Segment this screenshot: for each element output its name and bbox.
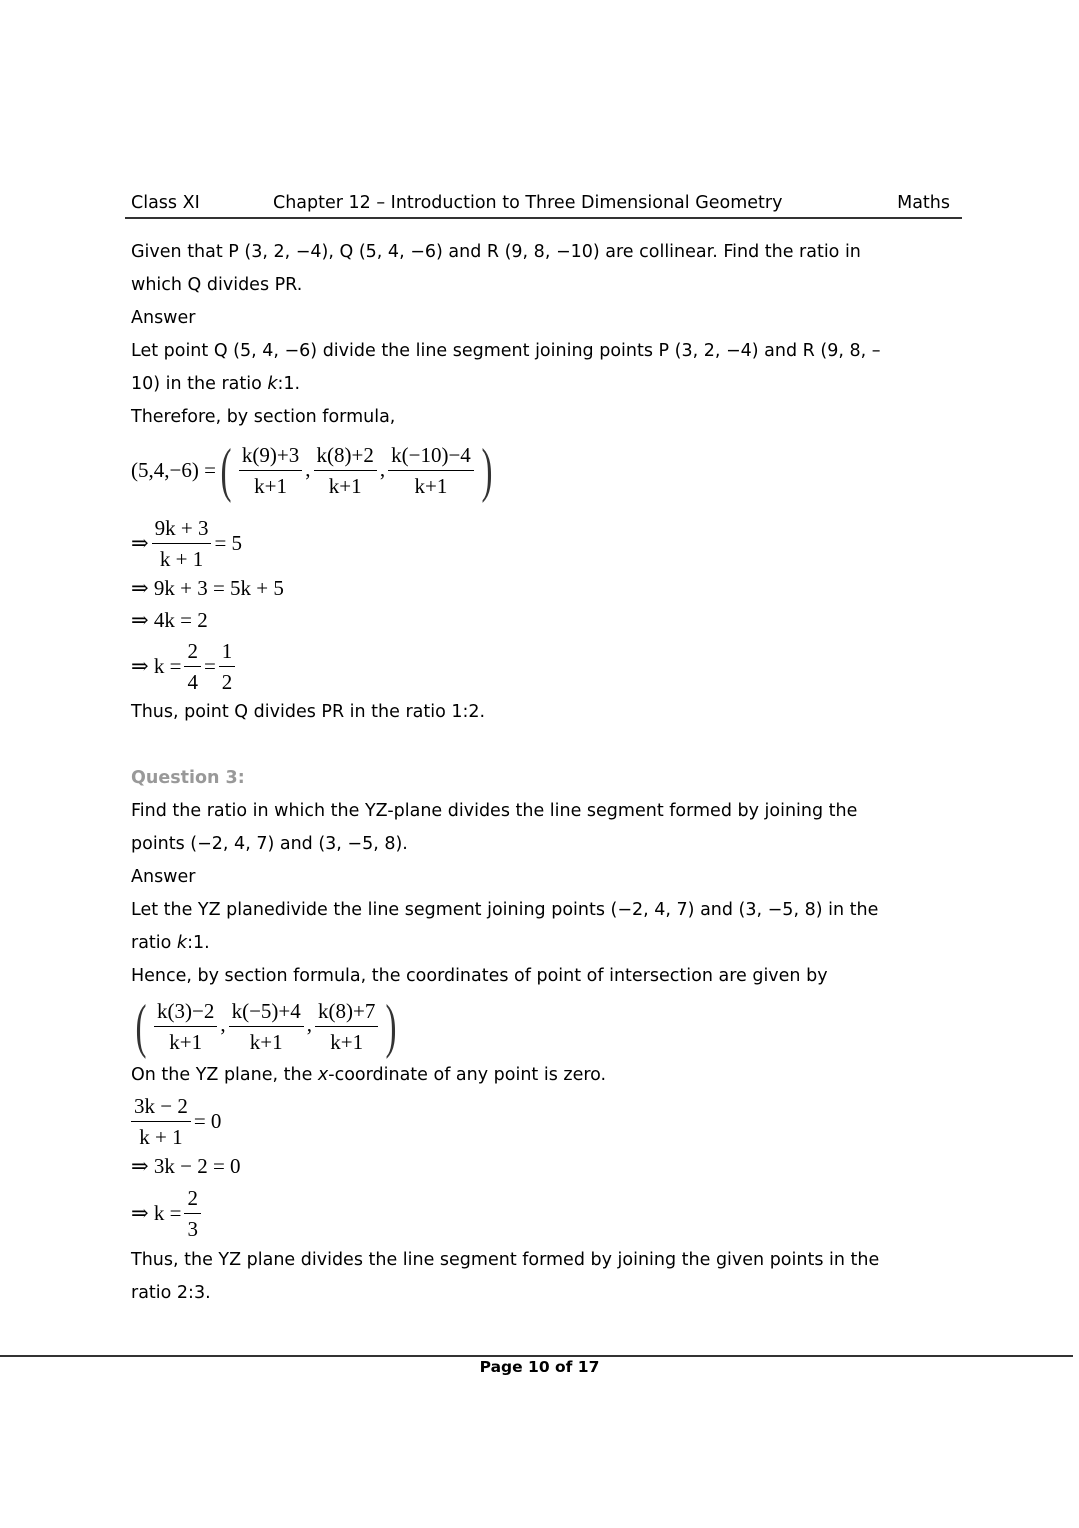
- denominator: k+1: [414, 473, 448, 498]
- equation-lhs: (5,4,−6) =: [131, 457, 216, 482]
- equation-rhs: = 5: [214, 530, 243, 555]
- comma: ,: [306, 1012, 313, 1036]
- numerator: k(8)+2: [314, 442, 377, 471]
- page-header: [125, 193, 962, 219]
- variable-k: k: [176, 933, 188, 953]
- numerator: 2: [184, 638, 201, 667]
- text: :1.: [277, 374, 301, 394]
- math-step: [131, 1182, 931, 1244]
- numerator: 1: [219, 638, 236, 667]
- denominator: k+1: [330, 1029, 364, 1054]
- left-paren: (: [135, 993, 147, 1059]
- page-content: [131, 236, 931, 1310]
- question-text: Given that P (3, 2, −4), Q (5, 4, −6) and R (9, 8, −10) are collinear. Find the ratio in: [131, 242, 861, 262]
- text: -coordinate of any point is zero.: [328, 1065, 607, 1085]
- variable-x: x: [317, 1065, 329, 1085]
- numerator: 9k + 3: [152, 515, 212, 544]
- denominator: 3: [187, 1216, 198, 1241]
- numerator: k(8)+7: [315, 998, 378, 1027]
- denominator: k+1: [254, 473, 288, 498]
- implies-icon: ⇒: [131, 530, 149, 555]
- denominator: k + 1: [159, 546, 204, 571]
- denominator: k+1: [249, 1029, 283, 1054]
- answer-text: [131, 1059, 931, 1092]
- answer-text: Let point Q (5, 4, −6) divide the line segment joining points P (3, 2, −4) and R (9, 8, –: [131, 341, 881, 361]
- math-step: [131, 514, 931, 572]
- math-step: [131, 1092, 931, 1150]
- fraction: [239, 442, 302, 499]
- comma: ,: [379, 457, 386, 481]
- right-paren: ): [385, 993, 397, 1059]
- text: On the YZ plane, the: [131, 1065, 318, 1085]
- fraction: [388, 442, 474, 499]
- right-paren: ): [481, 437, 493, 503]
- fraction: [184, 638, 201, 695]
- math-step: ⇒ 9k + 3 = 5k + 5: [131, 575, 284, 600]
- math-step: [131, 636, 931, 696]
- numerator: 2: [184, 1185, 201, 1214]
- denominator: k + 1: [139, 1124, 183, 1149]
- math-step: ⇒ 4k = 2: [131, 607, 208, 632]
- equals: =: [203, 653, 216, 678]
- denominator: 2: [221, 669, 233, 694]
- conclusion-text: ratio 2:3.: [131, 1283, 211, 1303]
- fraction: [229, 998, 304, 1055]
- equation-lhs: ⇒ k =: [131, 653, 182, 678]
- question-text: Find the ratio in which the YZ-plane divides the line segment formed by joining the: [131, 801, 858, 821]
- denominator: 4: [187, 669, 198, 694]
- denominator: k+1: [328, 473, 362, 498]
- answer-text: [131, 368, 931, 401]
- numerator: k(3)−2: [154, 998, 217, 1027]
- equation-lhs: ⇒ k =: [131, 1200, 182, 1225]
- numerator: 3k − 2: [131, 1093, 191, 1122]
- comma: ,: [220, 1012, 226, 1036]
- chapter-title: Chapter 12 – Introduction to Three Dimensional Geometry: [273, 193, 783, 213]
- math-step: ⇒ 3k − 2 = 0: [131, 1153, 241, 1178]
- fraction: [184, 1185, 201, 1242]
- numerator: k(9)+3: [239, 442, 302, 471]
- answer-label: Answer: [131, 308, 196, 328]
- page-number: Page 10 of 17: [479, 1358, 600, 1376]
- answer-text: [131, 927, 931, 960]
- conclusion-text: Thus, point Q divides PR in the ratio 1:2.: [131, 702, 486, 722]
- text: :1.: [187, 933, 210, 953]
- equation-rhs: = 0: [193, 1108, 222, 1133]
- text: 10) in the ratio: [131, 374, 268, 394]
- fraction: [154, 998, 217, 1055]
- answer-text: Hence, by section formula, the coordinates of point of intersection are given by: [131, 966, 828, 986]
- numerator: k(−5)+4: [229, 998, 304, 1027]
- subject-label: Maths: [897, 193, 950, 213]
- fraction: [314, 442, 377, 499]
- fraction: [152, 515, 212, 572]
- left-paren: (: [220, 437, 232, 503]
- fraction: [315, 998, 378, 1055]
- denominator: k+1: [169, 1029, 203, 1054]
- fraction: [219, 638, 236, 695]
- conclusion-text: Thus, the YZ plane divides the line segment formed by joining the given points in the: [131, 1250, 880, 1270]
- question-heading: Question 3:: [131, 768, 245, 788]
- answer-label: Answer: [131, 867, 196, 887]
- text: ratio: [131, 933, 177, 953]
- variable-k: k: [267, 374, 278, 394]
- fraction: [131, 1093, 191, 1150]
- answer-text: Let the YZ planedivide the line segment joining points (−2, 4, 7) and (3, −5, 8) in the: [131, 900, 879, 920]
- class-label: Class XI: [131, 193, 200, 213]
- intersection-coordinates-equation: [131, 993, 931, 1059]
- numerator: k(−10)−4: [388, 442, 474, 471]
- comma: ,: [305, 457, 311, 481]
- footer-divider: [0, 1355, 1073, 1357]
- question-text: points (−2, 4, 7) and (3, −5, 8).: [131, 834, 408, 854]
- question-text: which Q divides PR.: [131, 275, 303, 295]
- section-formula-equation: [131, 436, 931, 504]
- answer-text: Therefore, by section formula,: [131, 407, 396, 427]
